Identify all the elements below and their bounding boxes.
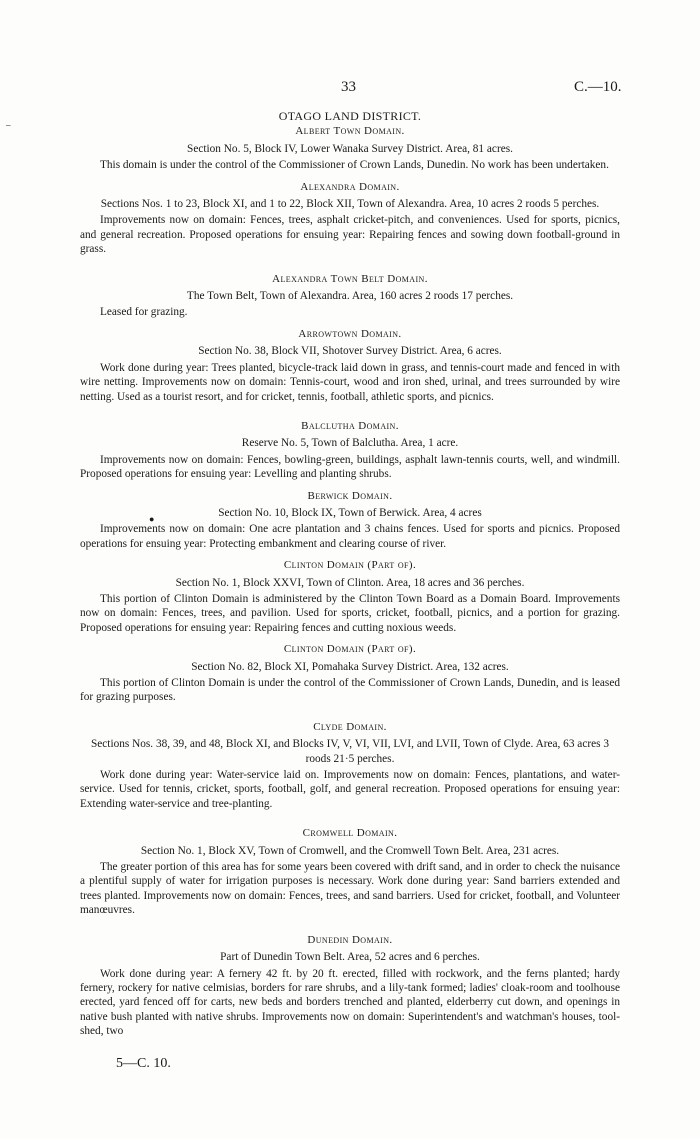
domain-section: Section No. 82, Block XI, Pomahaka Survey District. Area, 132 acres. <box>191 660 509 673</box>
domain-title: Clinton Domain (Part of). <box>283 643 417 656</box>
domain-entry <box>80 720 620 811</box>
domain-title: Dunedin Domain. <box>307 933 393 946</box>
domain-title: Arrowtown Domain. <box>298 327 402 340</box>
domain-paragraph: This domain is under the control of the Commissioner of Crown Lands, Dunedin. No work has been undertaken. <box>100 159 609 172</box>
domain-paragraph: Work done during year: Trees planted, bicycle-track laid down in grass, and tennis-court made and fenced in with wire netting. Improvements now on domain: Tennis-court, wood and iron shed, urinal, and trees surrounded by wire netting. Used as a tourist resort, and for cricket, tennis, football, athletic sports, and picnics. <box>80 361 620 403</box>
ink-dot: ● <box>149 514 155 524</box>
domain-entry <box>80 419 620 482</box>
domain-section: Section No. 1, Block XXVI, Town of Clinton. Area, 18 acres and 36 perches. <box>175 576 525 589</box>
domain-paragraph: This portion of Clinton Domain is under the control of the Commissioner of Crown Lands, Dunedin, and is leased for grazing purposes. <box>80 677 620 704</box>
domain-section: Section No. 10, Block IX, Town of Berwick. Area, 4 acres <box>218 506 482 519</box>
domain-section: The Town Belt, Town of Alexandra. Area, 160 acres 2 roods 17 perches. <box>186 290 514 303</box>
domain-section: Sections Nos. 1 to 23, Block XI, and 1 to 22, Block XII, Town of Alexandra. Area, 10 acres 2 roods 5 perches. <box>100 198 600 211</box>
domain-entry <box>80 826 620 917</box>
page-number: 33 <box>341 79 356 95</box>
domain-section: Section No. 5, Block IV, Lower Wanaka Survey District. Area, 81 acres. <box>187 142 513 155</box>
domain-paragraph: Work done during year: A fernery 42 ft. by 20 ft. erected, filled with rockwork, and the ferns planted; hardy fernery, rockery for native celmisias, borders for rare shrubs, and a lily-tank formed; ladies' cloak-room and toolhouse erected, yard fenced off for carts, new beds and borders trenched and planted, elderberry cut down, and openings in native bush planted with native shrubs. Improvements now on domain: Superintendent's and watchman's houses, tool-shed, two <box>80 967 620 1038</box>
domain-title: Alexandra Town Belt Domain. <box>272 272 428 285</box>
district-title: OTAGO LAND DISTRICT. <box>278 109 422 123</box>
domain-entry <box>80 642 620 705</box>
domain-paragraph: Leased for grazing. <box>100 306 188 319</box>
domain-title: Alexandra Domain. <box>300 180 400 193</box>
domain-paragraph: This portion of Clinton Domain is administered by the Clinton Town Board as a Domain Board. Improvements now on domain: Fences, trees, and pavilion. Used for sports, cricket, football, picnics, and a portion for grazing. Proposed operations for ensuing year: Repairing fences and cutting noxious weeds. <box>80 592 620 634</box>
domain-section: Section No. 1, Block XV, Town of Cromwell, and the Cromwell Town Belt. Area, 231 acres. <box>140 844 560 857</box>
domain-section: Section No. 38, Block VII, Shotover Survey District. Area, 6 acres. <box>198 345 502 358</box>
domain-entry <box>80 489 620 552</box>
domain-entry <box>80 933 620 1039</box>
domain-title: Balclutha Domain. <box>301 419 399 432</box>
footer-signature: 5—C. 10. <box>116 1056 171 1071</box>
domain-section: Sections Nos. 38, 39, and 48, Block XI, and Blocks IV, V, VI, VII, LVI, and LVII, Town of Clyde. Area, 63 acres 3 roods 21·5 perches. <box>91 738 609 765</box>
domain-entry <box>80 124 620 172</box>
domain-entry <box>80 327 620 404</box>
domain-paragraph: Work done during year: Water-service laid on. Improvements now on domain: Fences, plantations, and water-service. Used for tennis, cricket, sports, football, golf, and general recreation. Proposed operations for ensuing year: Extending water-service and tree-planting. <box>80 769 620 810</box>
margin-mark: – <box>6 120 11 130</box>
domain-title: Clinton Domain (Part of). <box>283 559 417 572</box>
domain-section: Part of Dunedin Town Belt. Area, 52 acres and 6 perches. <box>220 951 480 964</box>
domain-title: Berwick Domain. <box>307 489 393 502</box>
domain-section: Reserve No. 5, Town of Balclutha. Area, 1 acre. <box>241 437 459 450</box>
domain-entry <box>80 180 620 257</box>
document-reference: C.—10. <box>574 79 622 95</box>
domain-title: Albert Town Domain. <box>295 125 405 138</box>
domain-title: Cromwell Domain. <box>302 827 398 840</box>
domain-paragraph: Improvements now on domain: One acre plantation and 3 chains fences. Used for sports and picnics. Proposed operations for ensuing year: Protecting embankment and clearing course of river. <box>80 523 620 550</box>
domain-paragraph: The greater portion of this area has for some years been covered with drift sand, and in order to check the nuisance a plentiful supply of water for irrigation purposes is necessary. Work done during year: Sand barriers extended and trees planted. Improvements now on domain: Fences, trees, and sand barriers. Used for cricket, football, and Volunteer manœuvres. <box>80 861 620 917</box>
domain-entry <box>80 272 620 320</box>
domain-paragraph: Improvements now on domain: Fences, bowling-green, buildings, asphalt lawn-tennis courts, well, and windmill. Proposed operations for ensuing year: Levelling and planting shrubs. <box>80 453 620 481</box>
page-body <box>80 78 620 1039</box>
domain-entry <box>80 558 620 635</box>
domain-paragraph: Improvements now on domain: Fences, trees, asphalt cricket-pitch, and conveniences. Used for sports, picnics, and general recreation. Proposed operations for ensuing year: Repairing fences and sowing down football-ground in grass. <box>80 214 620 256</box>
domain-title: Clyde Domain. <box>313 720 387 733</box>
